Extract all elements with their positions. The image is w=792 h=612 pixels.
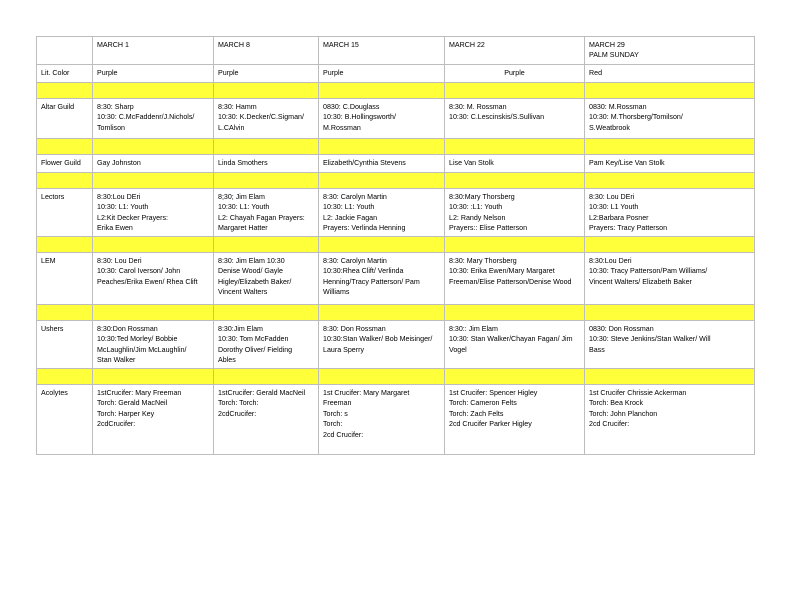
separator-row — [37, 173, 755, 189]
cell: 8:30: Jim Elam 10:30 Denise Wood/ Gayle Higley/Elizabeth Baker/ Vincent Walters — [214, 253, 319, 305]
cell: 8:30:Mary Thorsberg 10:30: :L1: Youth L2: Randy Nelson Prayers:: Elise Patterson — [445, 189, 585, 237]
schedule-table — [36, 36, 755, 455]
cell: 8:30:Don Rossman 10:30:Ted Morley/ Bobbie McLaughlin/Jim McLaughlin/ Stan Walker — [93, 321, 214, 369]
cell: 8:30: Carolyn Martin 10:30: L1: Youth L2: Jackie Fagan Prayers: Verlinda Henning — [319, 189, 445, 237]
cell: 8;30; Jim Elam 10:30: L1: Youth L2: Chayah Fagan Prayers: Margaret Hatter — [214, 189, 319, 237]
cell: Lise Van Stolk — [445, 155, 585, 173]
row-lectors — [37, 189, 755, 237]
cell: 8:30: M. Rossman 10:30: C.Lescinskis/S.Sullivan — [445, 99, 585, 139]
separator-row — [37, 83, 755, 99]
cell: Purple — [214, 65, 319, 83]
row-lem — [37, 253, 755, 305]
cell: 8:30: Lou Deri 10:30: Carol Iverson/ John Peaches/Erika Ewen/ Rhea Clift — [93, 253, 214, 305]
cell: Elizabeth/Cynthia Stevens — [319, 155, 445, 173]
cell: 8:30:: Jim Elam 10:30: Stan Walker/Chayan Fagan/ Jim Vogel — [445, 321, 585, 369]
row-flower-guild — [37, 155, 755, 173]
cell: 1st Crucifer: Mary Margaret Freeman Torch: s Torch: 2cd Crucifer: — [319, 385, 445, 455]
cell: 8:30: Sharp 10:30: C.McFaddenr/J.Nichols/ Tomlison — [93, 99, 214, 139]
cell: Red — [585, 65, 755, 83]
header-row — [37, 37, 755, 65]
row-label: Altar Guild — [37, 99, 93, 139]
separator-row — [37, 139, 755, 155]
date-march-22: MARCH 22 — [445, 37, 585, 65]
cell: 8:30:Lou Deri 10:30: Tracy Patterson/Pam Williams/ Vincent Walters/ Elizabeth Baker — [585, 253, 755, 305]
separator-row — [37, 237, 755, 253]
cell: 8:30:Lou DEri 10:30: L1: Youth L2:Kit Decker Prayers: Erika Ewen — [93, 189, 214, 237]
date-march-8: MARCH 8 — [214, 37, 319, 65]
cell: 8:30: Lou DEri 10:30: L1 Youth L2:Barbara Posner Prayers: Tracy Patterson — [585, 189, 755, 237]
row-acolytes — [37, 385, 755, 455]
cell: 8:30: Don Rossman 10:30:Stan Walker/ Bob Meisinger/ Laura Sperry — [319, 321, 445, 369]
cell: Pam Key/Lise Van Stolk — [585, 155, 755, 173]
cell: 8:30: Mary Thorsberg 10:30: Erika Ewen/Mary Margaret Freeman/Elise Patterson/Denise Wood — [445, 253, 585, 305]
cell: 8:30: Carolyn Martin 10:30:Rhea Clift/ Verlinda Henning/Tracy Patterson/ Pam Williams — [319, 253, 445, 305]
cell: Purple — [319, 65, 445, 83]
header-label-cell — [37, 37, 93, 65]
cell: 1st Crucifer: Spencer Higley Torch: Cameron Felts Torch: Zach Felts 2cd Crucifer Parker Higley — [445, 385, 585, 455]
cell: 0830: M.Rossman 10:30: M.Thorsberg/Tomilson/ S.Weatbrook — [585, 99, 755, 139]
cell: Purple — [445, 65, 585, 83]
row-label: Acolytes — [37, 385, 93, 455]
cell: Linda Smothers — [214, 155, 319, 173]
date-march-1: MARCH 1 — [93, 37, 214, 65]
cell: Gay Johnston — [93, 155, 214, 173]
row-label: Lectors — [37, 189, 93, 237]
row-label: Lit. Color — [37, 65, 93, 83]
cell: 0830: Don Rossman 10:30: Steve Jenkins/Stan Walker/ Will Bass — [585, 321, 755, 369]
cell: 8:30:Jim Elam 10:30: Tom McFadden Dorothy Oliver/ Fielding Ables — [214, 321, 319, 369]
row-altar-guild — [37, 99, 755, 139]
cell: 1stCrucifer: Gerald MacNeil Torch: Torch: 2cdCrucifer: — [214, 385, 319, 455]
date-march-15: MARCH 15 — [319, 37, 445, 65]
row-lit-color — [37, 65, 755, 83]
row-label: Ushers — [37, 321, 93, 369]
row-label: Flower Guild — [37, 155, 93, 173]
separator-row — [37, 369, 755, 385]
cell: 8:30: Hamm 10:30: K.Decker/C.Sigman/ L.CAlvin — [214, 99, 319, 139]
cell: 1stCrucifer: Mary Freeman Torch: Gerald MacNeil Torch: Harper Key 2cdCrucifer: — [93, 385, 214, 455]
row-label: LEM — [37, 253, 93, 305]
separator-row — [37, 305, 755, 321]
row-ushers — [37, 321, 755, 369]
cell: 1st Crucifer Chrissie Ackerman Torch: Bea Krock Torch: John Planchon 2cd Crucifer: — [585, 385, 755, 455]
cell: 0830: C.Douglass 10:30: B.Hollingsworth/ M.Rossman — [319, 99, 445, 139]
cell: Purple — [93, 65, 214, 83]
date-march-29: MARCH 29 PALM SUNDAY — [585, 37, 755, 65]
